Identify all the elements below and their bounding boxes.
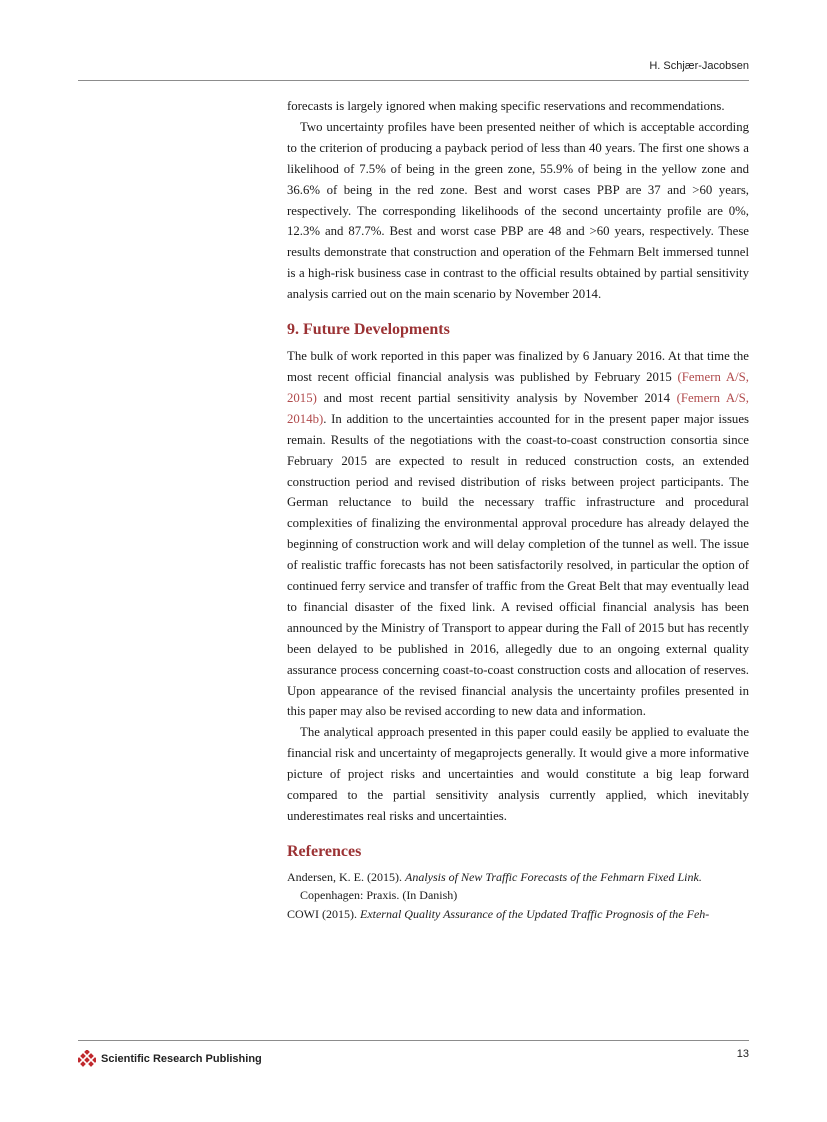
paragraph: Two uncertainty profiles have been presented neither of which is acceptable according to the criterion of producing a payback period of less than 40 years. The first one shows a likelihood of 7.5% of being in the green zone, 55.9% of being in the yellow zone and 36.6% of being in the red zone. Best and worst cases PBP are 37 and >60 years, respectively. The corresponding likelihoods of the second uncertainty profile are 0%, 12.3% and 87.7%. Best and worst case PBP are 48 and >60 years, respectively. These results demonstrate that construction and operation of the Fehmarn Belt immersed tunnel is a high-risk business case in contrast to the official results obtained by partial sensitivity analysis carried out on the main scenario by November 2014. [287,119,749,302]
article-body [287,96,749,923]
paragraph: The analytical approach presented in this paper could easily be applied to evaluate the financial risk and uncertainty of megaprojects generally. It would give a more informative picture of project risks and uncertainties and would constitute a big leap forward compared to the partial sensitivity analysis currently applied, which inevitably underestimates real risks and uncertainties. [287,725,749,823]
section-heading: 9. Future Developments [287,321,450,339]
paragraph: forecasts is largely ignored when making specific reservations and recommendations. [287,99,725,113]
publisher-name: Scientific Research Publishing [101,1053,262,1065]
citation-link[interactable]: (Femern A/S, 2015) [287,369,749,405]
page-number: 13 [736,1048,749,1060]
running-header-author: H. Schjær-Jacobsen [649,60,749,72]
reference-item: COWI (2015). External Quality Assurance of the Updated Traffic Prognosis of the Feh- [287,906,710,921]
publisher-logo [78,1050,262,1068]
reference-list [287,868,749,924]
header-rule [78,80,749,81]
reference-item: Andersen, K. E. (2015). Analysis of New Traffic Forecasts of the Fehmarn Fixed Link. Copenhagen: Praxis. (In Danish) [287,869,702,903]
paragraph: The bulk of work reported in this paper was finalized by 6 January 2016. At that time the most recent official financial analysis was published by February 2015 (Femern A/S, 2015) and most recent partial sensitivity analysis by November 2014 (Femern A/S, 2014b). In addition to the uncertainties accounted for in the present paper major issues remain. Results of the negotiations with the coast-to-coast construction consortia since February 2015 are expected to result in reduced construction costs, an extended construction period and revised distribution of risks between project participants. The German reluctance to build the necessary traffic infrastructure and procedural complexities of finalizing the environmental approval procedure has already delayed the beginning of construction work and will delay completion of the tunnel as well. The issue of realistic traffic forecasts has not been satisfactorily resolved, in particular the option of continued ferry service and transfer of traffic from the Great Belt that may eventually lead to financial disaster of the fixed link. A revised official financial analysis has been announced by the Ministry of Transport to appear during the Fall of 2015 but has recently been delayed to be published in 2016, allegedly due to an ongoing external quality assurance process concerning coast-to-coast construction costs and allocation of reserves. Upon appearance of the revised financial analysis the uncertainty profiles presented in this paper may also be revised according to new data and information. [287,349,749,719]
references-heading: References [287,842,362,860]
citation-link[interactable]: (Femern A/S, 2014b) [287,390,749,426]
publisher-logo-icon [78,1050,96,1068]
footer-rule [78,1040,749,1041]
